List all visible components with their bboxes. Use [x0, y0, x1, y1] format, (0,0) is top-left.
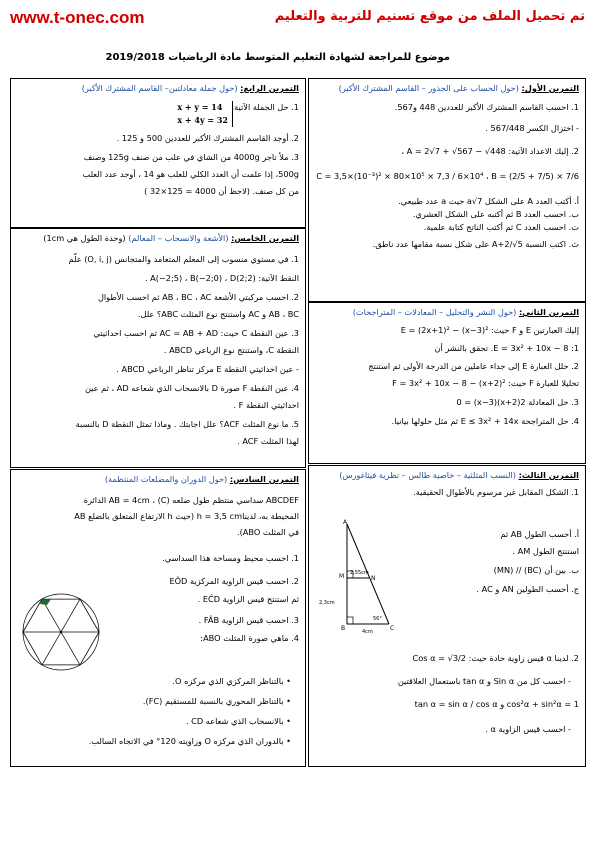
exercise-3-subtitle: (النسب المثلثية – خاصية طالس – نظرية فيثاغورس)	[339, 470, 516, 480]
page-title: موضوع للمراجعة لشهادة التعليم المتوسط مادة الرياضيات 2019/2018	[105, 52, 450, 63]
system-eq-2: x + 4y = 32	[177, 115, 228, 125]
site-header	[0, 8, 595, 32]
ex6-line-8: 4. ماهي صورة المثلث ABO:	[200, 633, 299, 643]
ex1-line-4: C = 3,5×(10⁻³)² × 80×10⁵ × 7,3 / 6×10⁴ ، B = (2/5 + 7/5) × 7/6	[316, 171, 579, 181]
exercise-4-subtitle: (حول جملة معادلتين– القاسم المشترك الأكبر)	[81, 83, 238, 93]
ex2-line-3: 2. حلل العبارة E إلى جداء عاملين من الدرجة الأولى ثم استنتج	[368, 361, 579, 371]
ex6-line-9: • بالتناظر المركزي الذي مركزه O.	[172, 676, 291, 686]
exercise-1-title: التمرين الأول:	[521, 83, 579, 93]
ex6-line-2: المحيطة به، لديناh = 3,5 cm (حيث h الارتفاع المتعلق بالضلع AB	[74, 511, 299, 521]
ex5-line-7: - عين احداثيتي النقطة E مركز تناظر الرباعي ABCD .	[116, 364, 299, 374]
fig-label-c: C	[390, 625, 395, 632]
exercise-2-subtitle: (حول النشر والتحليل – المعادلات – المتراجحات)	[352, 307, 517, 317]
ex2-line-6: 4. حل المتراجحة E ≤ 3x² + 14x ثم مثل حلولها بيانيا.	[391, 416, 579, 426]
site-header-text: تم تحميل الملف من موقع تسنيم للتربية والتعليم	[274, 9, 585, 24]
ex4-line-5: من كل صنف. (لاحظ أن 4000 = 125×32 )	[144, 186, 299, 196]
ex3-line-7: - احسب كل من Sin α و tan α باستعمال العلاقتين	[397, 676, 571, 686]
ex5-line-10: 5. ما نوع المثلث ACF؟ علل اجابتك . وماذا تمثل النقطة D بالنسبة	[75, 419, 299, 429]
ex5-line-3: 2. احسب مركبتي الأشعة AB ، BC ، AC ثم احسب الأطوال	[97, 292, 299, 302]
ex5-line-9: احداثيتي النقطة F .	[233, 400, 299, 410]
ex4-line-1: 1. حل الجملة الآتية:	[231, 102, 299, 112]
ex1-line-5: أ. أكتب العدد A على الشكل a√7 حيث a عدد طبيعي.	[398, 196, 579, 206]
exercise-5-title: التمرين الخامس:	[231, 233, 299, 243]
exercise-1-box	[308, 78, 586, 302]
ex4-line-2: 2. أوجد القاسم المشترك الأكبر للعددين 500 و 125 .	[116, 133, 299, 143]
exercise-5-note: (وحدة الطول هي 1cm)	[43, 233, 126, 243]
ex1-line-6: ب. احسب العدد B ثم أكتبه على الشكل العشري.	[412, 209, 579, 219]
ex3-line-4: ب. بين أن (BC) // (MN)	[493, 565, 579, 575]
ex6-line-3: في المثلث ABO).	[237, 527, 299, 537]
exercise-4-title: التمرين الرابع:	[240, 83, 299, 93]
ex3-line-2: أ. أحسب الطول AB ثم	[500, 529, 579, 539]
ex3-line-3: استنتج الطول AM .	[512, 546, 579, 556]
ex1-line-7: ت. احسب العدد C ثم أكتب الناتج كتابة علمية.	[423, 222, 579, 232]
ex6-line-11: • بالانسحاب الذي شعاعه CD .	[185, 716, 291, 726]
ex1-line-1: 1. احسب القاسم المشترك الأكبر للعددين 448 و567.	[394, 102, 579, 112]
ex6-line-4: 1. احسب محيط ومساحة هذا السداسي.	[162, 553, 299, 563]
exercise-6-title: التمرين السادس:	[229, 474, 299, 484]
ex1-line-8: ث. اكتب النسبة A+2/√5 على شكل نسبة مقامها عدد ناطق.	[372, 239, 579, 249]
fig-label-bc: 4cm	[362, 629, 373, 634]
ex2-line-4: تحليلا للعبارة F حيث: F = 3x² + 10x − 8 − (x+2)²	[392, 378, 579, 388]
fig-label-a: A	[343, 519, 348, 526]
fig-label-m: M	[339, 573, 345, 580]
ex3-line-5: ج. أحسب الطولين AN و AC .	[476, 584, 579, 594]
fig-label-b: B	[341, 625, 346, 632]
ex2-line-2: E = 3x² + 10x − 8 :1. تحقق بالنشر أن	[434, 343, 579, 353]
exercise-2-box	[308, 302, 586, 464]
exercise-2-title: التمرين الثاني:	[518, 307, 579, 317]
ex5-line-2: النقط الآتية: A(−2;5) ، B(−2;0) ، D(2;2) .	[144, 273, 299, 283]
ex5-line-11: لهذا المثلث ACF .	[237, 436, 299, 446]
ex6-line-12: • بالدوران الذي مركزه O وزاويته 120° في الاتجاه السالب.	[88, 736, 291, 746]
ex5-line-8: 4. عين النقطة F صورة D بالانسحاب الذي شعاعه AD ، ثم عين	[84, 383, 299, 393]
fig-label-mn: 2,55cm	[350, 570, 369, 576]
ex5-line-4: AB ، BC و AC واستنتج نوع المثلث ABC؟ علل.	[137, 309, 299, 319]
fig-label-angle: 56°	[373, 616, 382, 622]
ex6-line-5: 2. احسب قيس الزاوية المركزية EÔD	[169, 576, 299, 586]
ex5-line-1: 1. في مستوي منسوب إلى المعلم المتعامد والمتجانس (O, i, j) علّم	[68, 254, 299, 264]
ex1-line-2: - اختزال الكسر 567/448 .	[485, 123, 579, 133]
ex3-line-8: cos²α + sin²α = 1 و tan α = sin α / cos α	[414, 699, 579, 709]
ex6-line-7: 3. احسب قيس الزاوية FÂB .	[198, 615, 299, 625]
exercise-1-subtitle: (حول الحساب على الجذور – القاسم المشترك الأكبر)	[338, 83, 519, 93]
exercise-5-subtitle: (الأشعة والانسحاب – المعالم)	[128, 233, 229, 243]
ex5-line-5: 3. عين النقطة C حيث: AC = AB + AD ثم احسب احداثيتي	[93, 328, 299, 338]
ex6-line-1: ABCDEF سداسي منتظم طول ضلعه AB = 4cm ، (C) الدائرة	[83, 495, 299, 505]
exercise-6-subtitle: (حول الدوران والمضلعات المنتظمة)	[104, 474, 228, 484]
ex6-line-10: • بالتناظر المحوري بالنسبة للمستقيم (FC).	[142, 696, 291, 706]
ex3-line-1: 1. الشكل المقابل غير مرسوم بالأطوال الحقيقية.	[413, 487, 579, 497]
ex1-line-3: 2. إليك الاعداد الآتية: A = 2√7 + √567 − √448 ،	[401, 146, 579, 156]
ex2-line-5: 3. حل المعادلة 2(x+2)(x−3) = 0	[456, 397, 579, 407]
ex6-line-6: ثم استنتج قيس الزاوية EĈD .	[197, 594, 299, 604]
ex4-line-3: 3. ملأ تاجر 4000g من الشاي في علب من صنف 125g وصنف	[83, 152, 299, 162]
ex3-line-9: - احسب قيس الزاوية α .	[485, 724, 571, 734]
exercise-3-box	[308, 465, 586, 767]
hexagon-figure	[17, 588, 105, 676]
triangle-figure	[317, 516, 407, 634]
site-url[interactable]: www.t-onec.com	[10, 8, 145, 27]
ex4-line-4: 500g، إذا علمت أن العدد الكلي للعلب هو 14 ، أوجد عدد العلب	[82, 169, 299, 179]
ex2-line-1: إليك العبارتين E و F حيث: E = (2x+1)² − (x−3)²	[400, 325, 579, 335]
system-eq-1: x + y = 14	[177, 102, 223, 112]
fig-label-bm: 2,3cm	[319, 600, 335, 606]
fig-label-n: N	[371, 575, 376, 582]
exercise-6-box	[10, 469, 306, 767]
ex5-line-6: النقطة C، واستنتج نوع الرباعي ABCD .	[163, 345, 299, 355]
exercise-4-box	[10, 78, 306, 228]
exercise-3-title: التمرين الثالث:	[518, 470, 579, 480]
exercise-5-box	[10, 228, 306, 468]
ex3-line-6: 2. لدينا α قيس زاوية حادة حيث: Cos α = √3/2	[412, 653, 579, 663]
